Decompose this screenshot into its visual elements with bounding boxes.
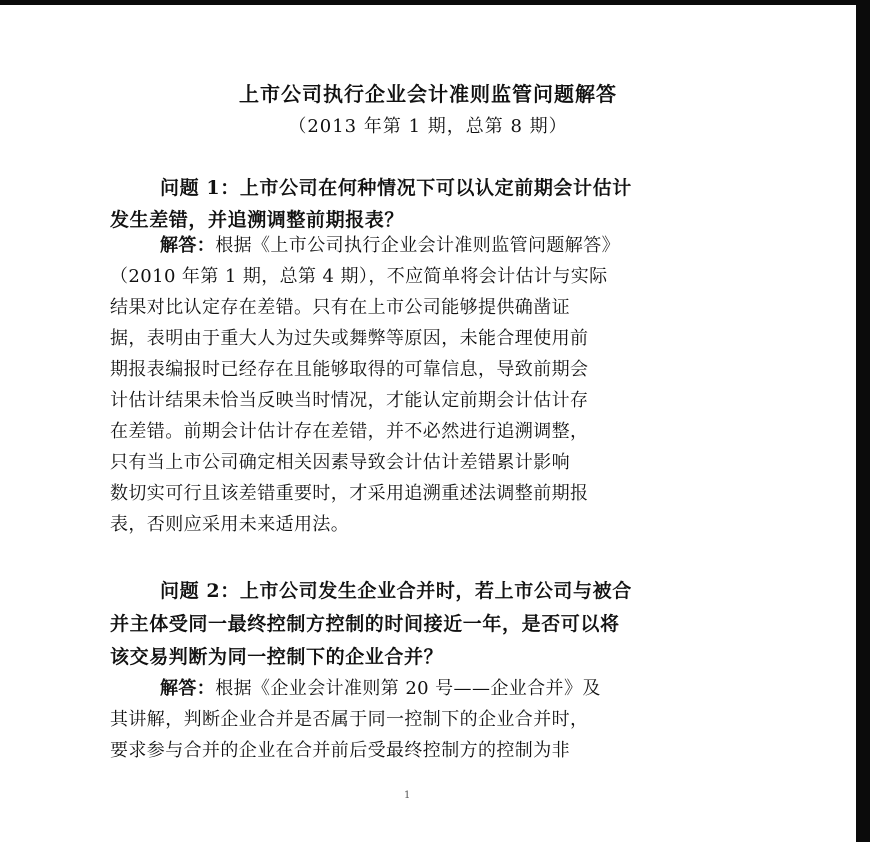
question-2 bbox=[110, 575, 746, 674]
answer-1-line: 在差错。前期会计估计存在差错，并不必然进行追溯调整， bbox=[110, 421, 589, 442]
answer-1-line: 计估计结果未恰当反映当时情况，才能认定前期会计估计存 bbox=[110, 390, 589, 411]
answer-1-line: 数切实可行且该差错重要时，才采用追溯重述法调整前期报 bbox=[110, 483, 589, 504]
question-2-line: 该交易判断为同一控制下的企业合并？ bbox=[110, 646, 444, 668]
answer-1-first-line bbox=[110, 230, 746, 261]
answer-2 bbox=[110, 673, 746, 766]
answer-1-first-text: 根据《上市公司执行企业会计准则监管问题解答》 bbox=[215, 235, 621, 256]
answer-1-line: 表，否则应采用未来适用法。 bbox=[110, 514, 350, 535]
answer-1 bbox=[110, 230, 746, 540]
answer-label: 解答： bbox=[160, 678, 216, 699]
answer-2-first-line bbox=[110, 673, 746, 704]
question-1 bbox=[110, 172, 746, 236]
answer-1-line: 结果对比认定存在差错。只有在上市公司能够提供确凿证 bbox=[110, 297, 570, 318]
question-2-line: 问题 2：上市公司发生企业合并时，若上市公司与被合 bbox=[160, 580, 632, 602]
answer-1-line: 据，表明由于重大人为过失或舞弊等原因，未能合理使用前 bbox=[110, 328, 589, 349]
answer-2-line: 其讲解，判断企业合并是否属于同一控制下的企业合并时， bbox=[110, 709, 589, 730]
document-subtitle: （2013 年第 1 期，总第 8 期） bbox=[288, 116, 568, 137]
answer-1-line: 只有当上市公司确定相关因素导致会计估计差错累计影响 bbox=[110, 452, 570, 473]
document-title: 上市公司执行企业会计准则监管问题解答 bbox=[239, 82, 617, 106]
question-1-line: 发生差错，并追溯调整前期报表？ bbox=[110, 209, 405, 231]
answer-1-line: 期报表编报时已经存在且能够取得的可靠信息，导致前期会 bbox=[110, 359, 589, 380]
answer-label: 解答： bbox=[160, 235, 216, 256]
answer-2-line: 要求参与合并的企业在合并前后受最终控制方的控制为非 bbox=[110, 740, 570, 761]
page-number: 1 bbox=[404, 790, 411, 801]
answer-1-line: （2010 年第 1 期，总第 4 期），不应简单将会计估计与实际 bbox=[110, 266, 608, 287]
scan-right-edge bbox=[856, 0, 870, 842]
question-2-line: 并主体受同一最终控制方控制的时间接近一年，是否可以将 bbox=[110, 613, 620, 635]
scan-top-edge bbox=[0, 0, 870, 5]
answer-2-first-text: 根据《企业会计准则第 20 号——企业合并》及 bbox=[215, 678, 601, 699]
question-1-line: 问题 1：上市公司在何种情况下可以认定前期会计估计 bbox=[160, 177, 632, 199]
